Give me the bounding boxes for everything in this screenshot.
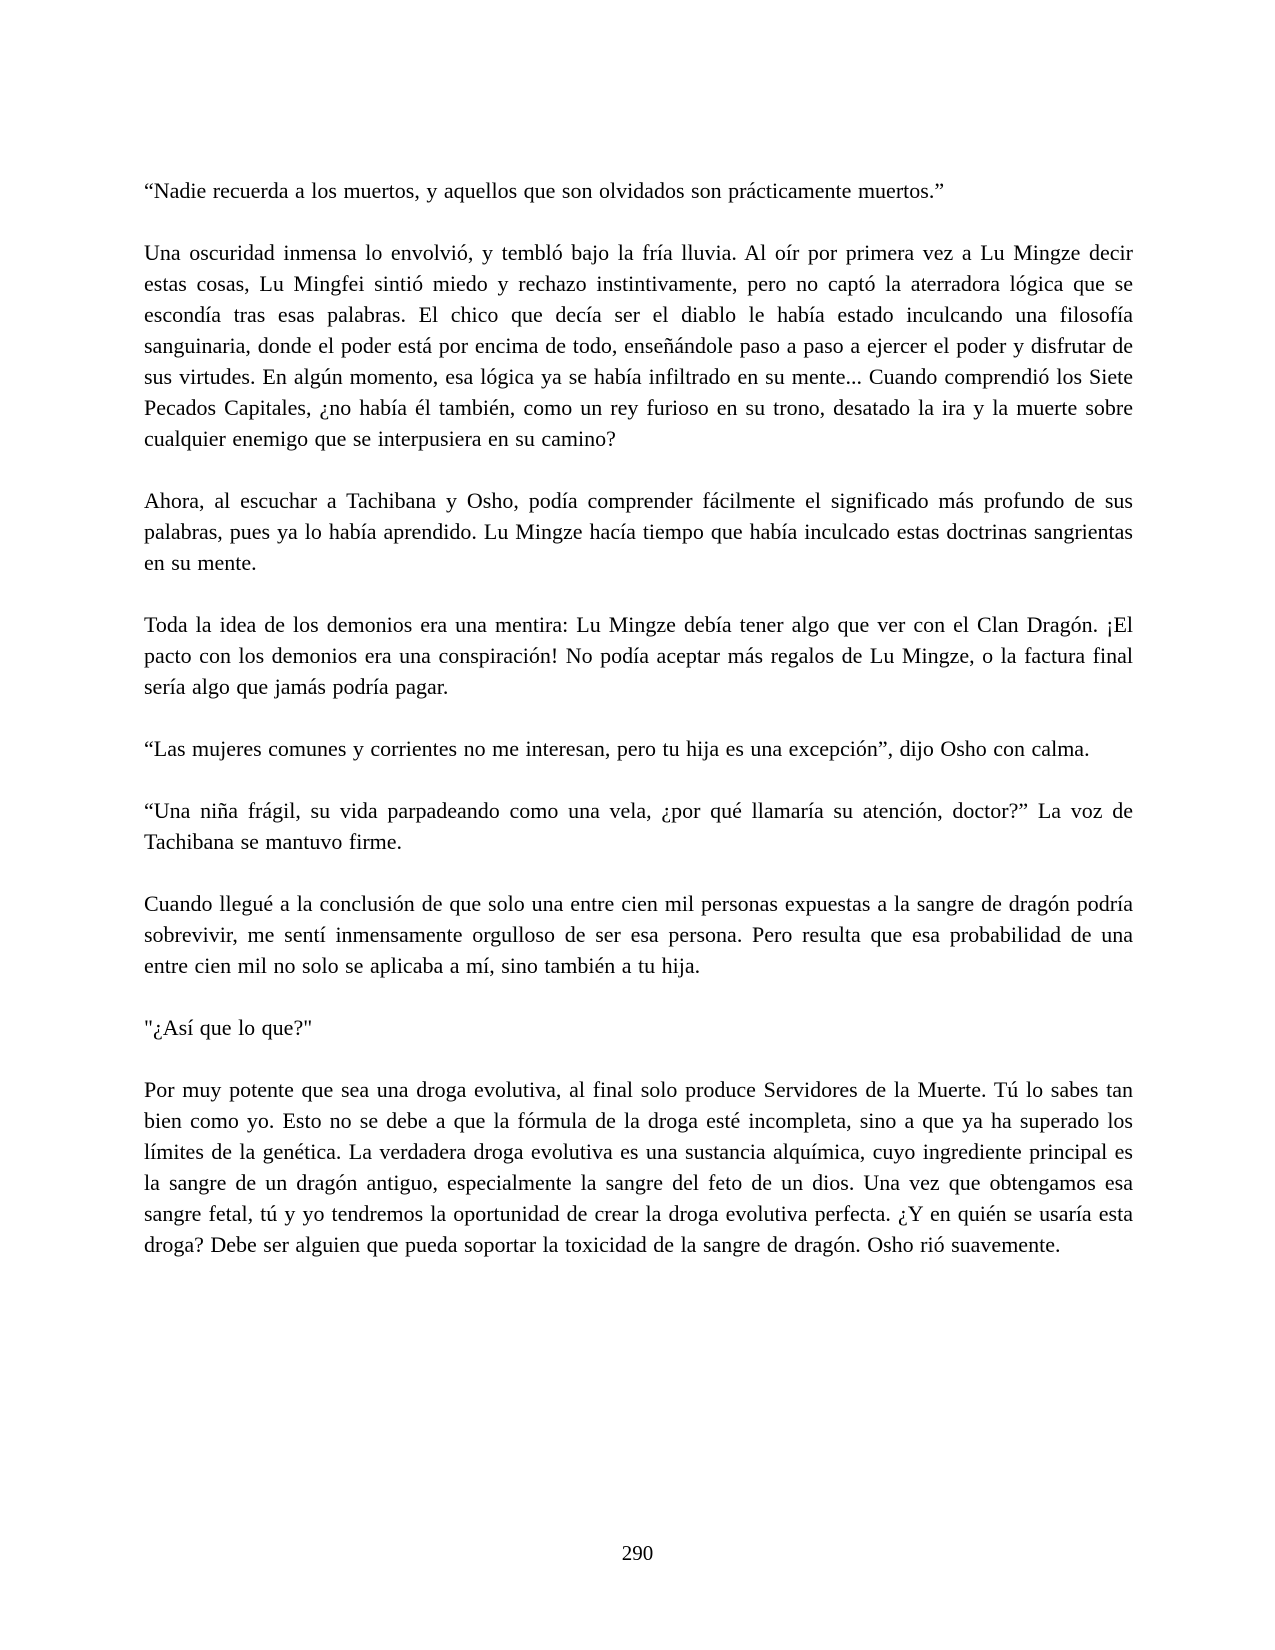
paragraph-dialogue: “Las mujeres comunes y corrientes no me interesan, pero tu hija es una excepción”, dijo Osho con calma. (144, 736, 1090, 761)
paragraph: Toda la idea de los demonios era una mentira: Lu Mingze debía tener algo que ver con el Clan Dragón. ¡El pacto con los demonios era una conspiración! No podía aceptar más regalos de Lu Mingze, o la factura final sería algo que jamás podría pagar. (144, 612, 1133, 699)
paragraph: Cuando llegué a la conclusión de que solo una entre cien mil personas expuestas a la sangre de dragón podría sobrevivir, me sentí inmensamente orgulloso de ser esa persona. Pero resulta que esa probabilidad de una entre cien mil no solo se aplicaba a mí, sino también a tu hija. (144, 891, 1133, 978)
text-body (144, 175, 1133, 1291)
paragraph-quote: “Nadie recuerda a los muertos, y aquellos que son olvidados son prácticamente muertos.” (144, 178, 945, 203)
paragraph-dialogue: “Una niña frágil, su vida parpadeando como una vela, ¿por qué llamaría su atención, doctor?” La voz de Tachibana se mantuvo firme. (144, 798, 1133, 854)
paragraph: Una oscuridad inmensa lo envolvió, y tembló bajo la fría lluvia. Al oír por primera vez a Lu Mingze decir estas cosas, Lu Mingfei sintió miedo y rechazo instintivamente, pero no captó la aterradora lógica que se escondía tras esas palabras. El chico que decía ser el diablo le había estado inculcando una filosofía sanguinaria, donde el poder está por encima de todo, enseñándole paso a paso a ejercer el poder y disfrutar de sus virtudes. En algún momento, esa lógica ya se había infiltrado en su mente... Cuando comprendió los Siete Pecados Capitales, ¿no había él también, como un rey furioso en su trono, desatado la ira y la muerte sobre cualquier enemigo que se interpusiera en su camino? (144, 240, 1133, 451)
paragraph: Ahora, al escuchar a Tachibana y Osho, podía comprender fácilmente el significado más profundo de sus palabras, pues ya lo había aprendido. Lu Mingze hacía tiempo que había inculcado estas doctrinas sangrientas en su mente. (144, 488, 1133, 575)
paragraph: Por muy potente que sea una droga evolutiva, al final solo produce Servidores de la Muerte. Tú lo sabes tan bien como yo. Esto no se debe a que la fórmula de la droga esté incompleta, sino a que ya ha superado los límites de la genética. La verdadera droga evolutiva es una sustancia alquímica, cuyo ingrediente principal es la sangre de un dragón antiguo, especialmente la sangre del feto de un dios. Una vez que obtengamos esa sangre fetal, tú y yo tendremos la oportunidad de crear la droga evolutiva perfecta. ¿Y en quién se usaría esta droga? Debe ser alguien que pueda soportar la toxicidad de la sangre de dragón. Osho rió suavemente. (144, 1077, 1133, 1257)
page-number: 290 (621, 1541, 654, 1565)
paragraph-dialogue: "¿Así que lo que?" (144, 1015, 313, 1040)
